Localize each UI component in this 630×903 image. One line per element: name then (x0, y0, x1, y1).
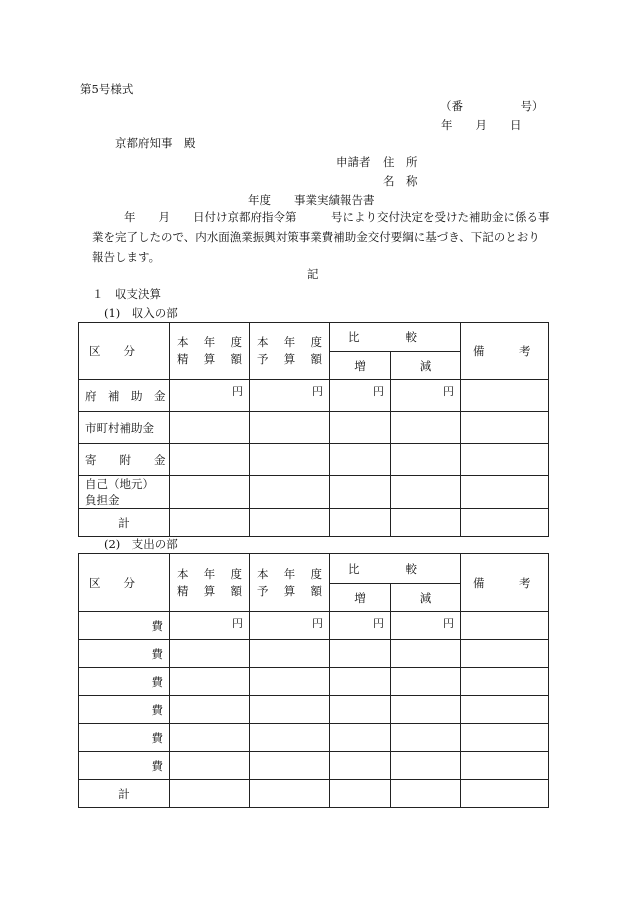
header-comparison: 比 較 (330, 554, 461, 584)
row-label-total: 計 (79, 509, 170, 537)
header-settlement: 本 年 度 精 算 額 (170, 323, 250, 380)
income-heading: (1) 収入の部 (104, 306, 178, 320)
body-text (92, 207, 562, 267)
addressee: 京都府知事 殿 (115, 136, 196, 150)
applicant-address-label: 住 所 (383, 155, 418, 169)
form-number: 第5号様式 (80, 82, 134, 96)
table-row (79, 412, 549, 444)
header-remarks: 備 考 (461, 323, 549, 380)
body-line-3: 報告します。 (92, 250, 161, 264)
section-heading: １ 収支決算 (92, 287, 161, 301)
row-label: 府 補 助 金 (79, 380, 170, 412)
ki-mark: 記 (307, 267, 319, 281)
header-kubun: 区 分 (79, 554, 170, 612)
income-table (78, 322, 549, 537)
table-row (79, 752, 549, 780)
yen-unit: 円 (170, 380, 250, 412)
header-comparison: 比 較 (330, 323, 461, 352)
expense-table (78, 553, 549, 808)
row-label: 市町村補助金 (79, 412, 170, 444)
table-row (79, 640, 549, 668)
row-label: 費 (79, 640, 170, 668)
table-row (79, 724, 549, 752)
table-row-total (79, 509, 549, 537)
yen-unit: 円 (391, 612, 461, 640)
yen-unit: 円 (250, 380, 330, 412)
row-label: 費 (79, 668, 170, 696)
expense-heading: (2) 支出の部 (104, 537, 178, 551)
row-label: 費 (79, 752, 170, 780)
row-label: 費 (79, 612, 170, 640)
body-line-1: 年 月 日付け京都府指令第 号により交付決定を受けた補助金に係る事 (124, 210, 550, 224)
row-label-total: 計 (79, 780, 170, 808)
table-row-total (79, 780, 549, 808)
yen-unit: 円 (391, 380, 461, 412)
table-row (79, 380, 549, 412)
table-row (79, 612, 549, 640)
table-row (79, 668, 549, 696)
row-label: 費 (79, 724, 170, 752)
header-decrease: 減 (391, 584, 461, 612)
remarks-cell (461, 380, 549, 412)
table-row (79, 696, 549, 724)
date-line: 年 月 日 (441, 118, 522, 132)
row-label: 費 (79, 696, 170, 724)
yen-unit: 円 (250, 612, 330, 640)
yen-unit: 円 (330, 612, 391, 640)
applicant-name-label: 名 称 (383, 174, 418, 188)
header-increase: 増 (330, 584, 391, 612)
yen-unit: 円 (330, 380, 391, 412)
header-settlement: 本 年 度 精 算 額 (170, 554, 250, 612)
header-budget: 本 年 度 予 算 額 (250, 323, 330, 380)
header-remarks: 備 考 (461, 554, 549, 612)
document-title: 年度 事業実績報告書 (248, 193, 375, 207)
header-kubun: 区 分 (79, 323, 170, 380)
document-number-line: （番 号） (440, 99, 544, 113)
row-label: 自己（地元）負担金 (79, 476, 170, 509)
body-line-2: 業を完了したので、内水面漁業振興対策事業費補助金交付要綱に基づき、下記のとおり (92, 230, 540, 244)
header-increase: 増 (330, 352, 391, 380)
header-budget: 本 年 度 予 算 額 (250, 554, 330, 612)
applicant-label: 申請者 (336, 155, 371, 169)
remarks-cell (461, 612, 549, 640)
table-row (79, 476, 549, 509)
row-label: 寄 附 金 (79, 444, 170, 476)
table-row (79, 444, 549, 476)
header-decrease: 減 (391, 352, 461, 380)
yen-unit: 円 (170, 612, 250, 640)
